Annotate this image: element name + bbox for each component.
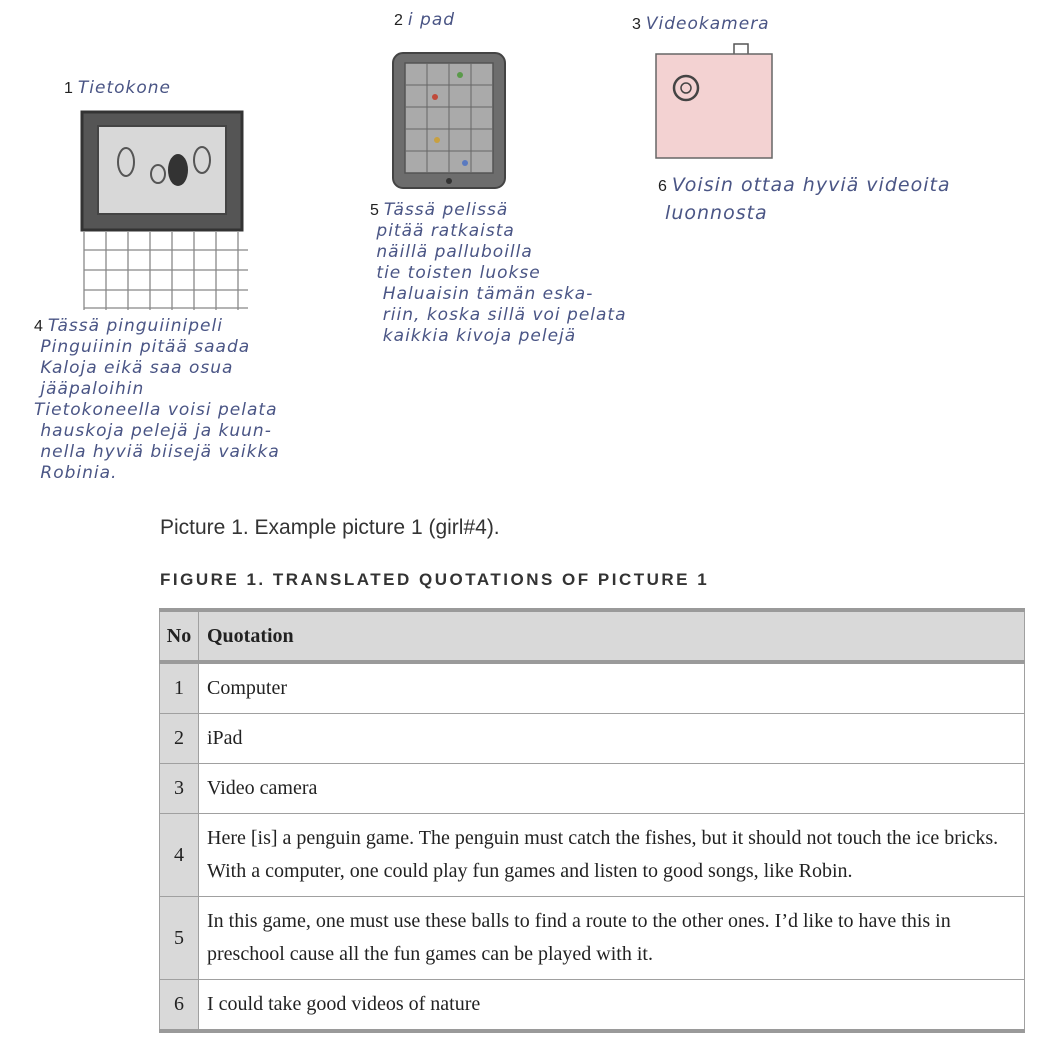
row-quotation: Here [is] a penguin game. The penguin must catch the fishes, but it should not touch the ice bricks. With a computer, one could play fun games and listen to good songs, like Robin. <box>199 814 1025 897</box>
video-camera-drawing <box>650 40 780 170</box>
table-header-row <box>160 610 1025 662</box>
row-number: 5 <box>160 897 199 980</box>
sketch-label-ipad: 2 i pad <box>394 10 456 30</box>
sketch-label-computer: 1 Tietokone <box>64 78 172 98</box>
column-header-no: No <box>160 610 199 662</box>
row-quotation: iPad <box>199 714 1025 764</box>
computer-drawing <box>70 100 260 320</box>
row-quotation: In this game, one must use these balls to find a route to the other ones. I’d like to have this in preschool cause all the fun games can be played with it. <box>199 897 1025 980</box>
row-quotation: Computer <box>199 662 1025 714</box>
row-number: 1 <box>160 662 199 714</box>
picture-caption: Picture 1. Example picture 1 (girl#4). <box>160 516 500 539</box>
table-row <box>160 714 1025 764</box>
quotations-table <box>159 608 1025 1033</box>
row-number: 3 <box>160 764 199 814</box>
sketch-note-penguin-game: 4 Tässä pinguiinipeli Pinguiinin pitää saada Kaloja eikä saa osua jääpaloihin Tietokoneella voisi pelata hauskoja pelejä ja kuun- nella hyviä biisejä vaikka Robinia. <box>34 316 280 483</box>
row-number: 6 <box>160 980 199 1032</box>
table-row <box>160 814 1025 897</box>
row-number: 2 <box>160 714 199 764</box>
sketch-label-video-camera: 3 Videokamera <box>632 14 770 34</box>
row-quotation: Video camera <box>199 764 1025 814</box>
table-row <box>160 897 1025 980</box>
table-row <box>160 764 1025 814</box>
row-number: 4 <box>160 814 199 897</box>
ipad-drawing <box>385 45 515 195</box>
table-row <box>160 980 1025 1032</box>
table-row <box>160 662 1025 714</box>
sketch-note-videos: 6 Voisin ottaa hyviä videoita luonnosta <box>658 174 951 224</box>
figure-title: FIGURE 1. TRANSLATED QUOTATIONS OF PICTURE 1 <box>160 570 710 589</box>
row-quotation: I could take good videos of nature <box>199 980 1025 1032</box>
sketch-note-ipad-game: 5 Tässä pelissä pitää ratkaista näillä palluboilla tie toisten luokse Haluaisin tämän eska- riin, koska sillä voi pelata kaikkia kivoja pelejä <box>370 200 627 346</box>
column-header-quotation: Quotation <box>199 610 1025 662</box>
